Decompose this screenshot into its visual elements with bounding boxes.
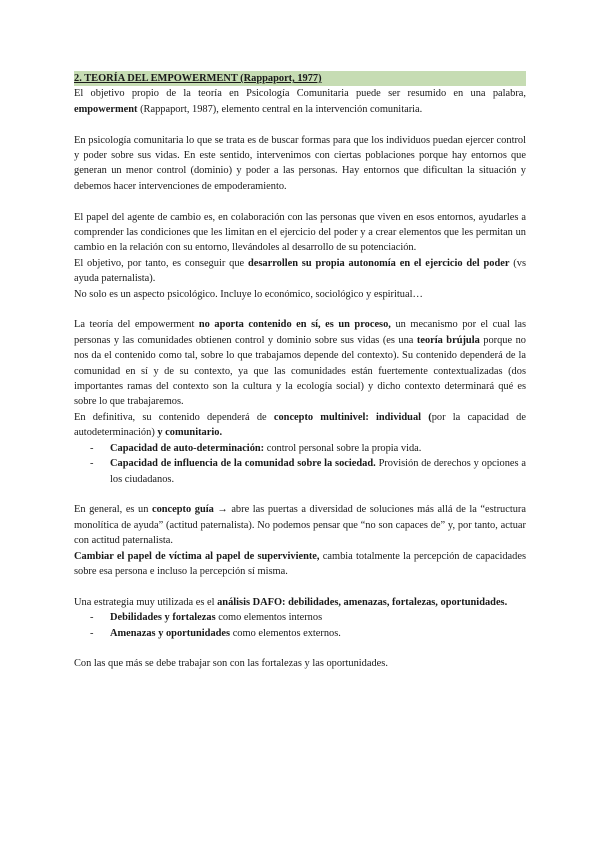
text: un mecanismo por el cual las personas y las comunidades obtienen control y dominio sobre sus vidas (es una — [74, 319, 527, 346]
document-content — [74, 71, 526, 672]
spacer — [74, 579, 526, 594]
text: (Rappaport, 1987), elemento central en la intervención comunitaria. — [137, 103, 423, 115]
dash-bullet: - — [90, 612, 94, 624]
spacer — [74, 117, 526, 132]
paragraph-guide-concept — [74, 502, 526, 548]
dash-bullet: - — [90, 442, 94, 454]
text: por la capacidad de autodeterminación) — [74, 411, 526, 439]
bold-term: Capacidad de auto-determinación: — [110, 442, 265, 454]
list-item — [74, 441, 526, 456]
list-item — [74, 626, 526, 641]
bold-term: análisis DAFO: debilidades, amenazas, fortalezas, oportunidades. — [217, 596, 508, 608]
text: cambia totalmente la percepción de capacidades sobre esa persona e incluso la percepción sí misma. — [74, 550, 526, 577]
list-item — [74, 456, 526, 487]
bold-term: concepto multinivel: individual ( — [273, 411, 432, 423]
capacity-list — [74, 441, 526, 487]
text: porque no nos da el contenido como tal, sobre lo que trabajamos depende del contexto). Su contenido dependerá de la comunidad en sí y de su contexto, ya que las comunidades están fuertemente contextualizadas (dos importantes ramas del contexto son la cultura y la ecología social) y dicho contexto determinará qué es sobre lo que trabajaremos. — [74, 334, 526, 408]
spacer — [74, 487, 526, 502]
list-item — [74, 610, 526, 625]
text: Una estrategia muy utilizada es el — [74, 596, 218, 608]
text: En definitiva, su contenido dependerá de — [74, 411, 274, 423]
bold-term: desarrollen su propia autonomía en el ejercicio del poder — [247, 257, 510, 269]
dafo-list — [74, 610, 526, 641]
bold-term: y comunitario. — [157, 427, 223, 439]
text: El objetivo, por tanto, es conseguir que — [74, 257, 248, 269]
section-heading-text: 2. TEORÍA DEL EMPOWERMENT (Rappaport, 1977) — [74, 73, 322, 84]
bold-term: Debilidades y fortalezas — [110, 612, 216, 624]
dash-bullet: - — [90, 458, 94, 470]
text: En general, es un — [74, 504, 152, 516]
paragraph-theory — [74, 317, 526, 409]
paragraph-intro — [74, 86, 526, 117]
bold-term: no aporta contenido en sí, es un proceso, — [198, 319, 391, 331]
text: como elementos internos — [215, 612, 323, 624]
bold-term: teoría brújula — [416, 334, 480, 346]
spacer — [74, 641, 526, 656]
paragraph-victim-survivor — [74, 549, 526, 580]
paragraph-community-psychology: En psicología comunitaria lo que se trata es de buscar formas para que los individuos puedan ejercer control y poder sobre sus vidas. En este sentido, intervenimos con ciertas poblaciones porque hay entornos que generan un menor control (dominio) y poder a las personas. Hay entornos que dificultan la situación y debemos hacer intervenciones de empoderamiento. — [74, 134, 526, 192]
paragraph-change-agent: El papel del agente de cambio es, en colaboración con las personas que viven en esos entornos, ayudarles a comprender las condiciones que les limitan en el ejercicio del poder y a crear elementos que les permitan un cambio en la relación con su entorno, llevándoles al desarrollo de su potenciación. — [74, 211, 526, 254]
dash-bullet: - — [90, 627, 94, 639]
section-heading — [74, 71, 526, 86]
text: → abre las puertas a diversidad de soluciones más allá de la “estructura monolítica de ayuda” (actitud paternalista). No podemos pensar que “no son capaces de” y, por tanto, actuar con actitud paternalista. — [74, 504, 526, 547]
paragraph-conclusion: Con las que más se debe trabajar son con las fortalezas y las oportunidades. — [74, 658, 388, 670]
bold-term: empowerment — [74, 103, 138, 115]
spacer — [74, 194, 526, 209]
text: Provisión de derechos y opciones a los ciudadanos. — [110, 458, 526, 485]
text: El objetivo propio de la teoría en Psicología Comunitaria puede ser resumido en una palabra, — [74, 88, 526, 100]
paragraph-multilevel — [74, 410, 526, 441]
text: (vs ayuda paternalista). — [74, 257, 526, 285]
text: control personal sobre la propia vida. — [264, 442, 422, 454]
paragraph-not-only: No solo es un aspecto psicológico. Incluye lo económico, sociológico y espiritual… — [74, 288, 423, 300]
paragraph-dafo — [74, 595, 526, 610]
bold-term: concepto guía — [151, 504, 214, 516]
bold-term: Capacidad de influencia de la comunidad sobre la sociedad. — [110, 458, 376, 470]
text: La teoría del empowerment — [74, 319, 199, 331]
text: como elementos externos. — [230, 627, 341, 639]
spacer — [74, 302, 526, 317]
paragraph-objective — [74, 256, 526, 287]
bold-term: Amenazas y oportunidades — [110, 627, 231, 639]
bold-term: Cambiar el papel de víctima al papel de superviviente, — [74, 550, 320, 562]
